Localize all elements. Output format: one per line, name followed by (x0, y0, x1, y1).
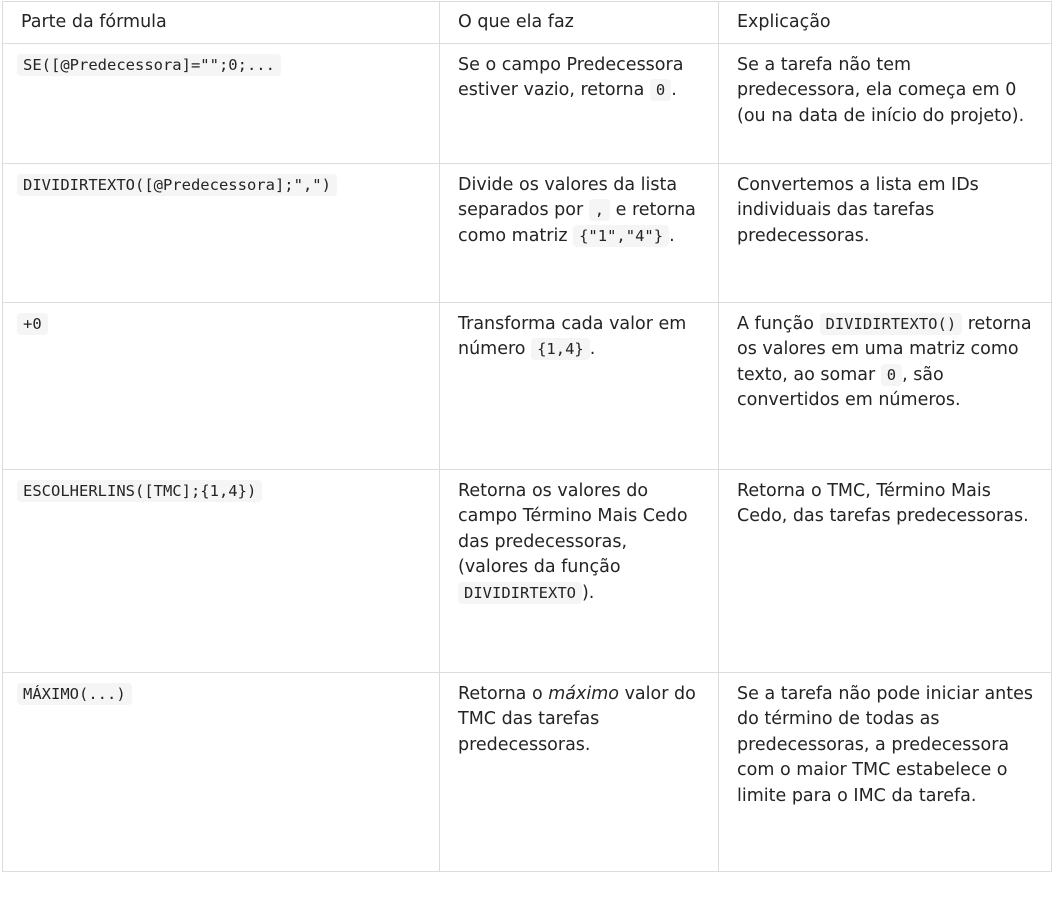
inline-code: {1,4} (531, 338, 590, 360)
header-what-it-does: O que ela faz (440, 2, 719, 44)
table-row (3, 163, 1052, 302)
table-row (3, 43, 1052, 163)
cell-text: Se o campo Predecessora estiver vazio, retorna (458, 54, 684, 101)
cell-text: Transforma cada valor em número (458, 313, 687, 360)
cell-text: Divide os valores da lista separados por (458, 174, 678, 221)
inline-code: 0 (650, 79, 671, 101)
explanation-cell: Se a tarefa não tem predecessora, ela começa em 0 (ou na data de início do projeto). (719, 43, 1052, 163)
inline-code: {"1","4"} (573, 225, 669, 247)
explanation-cell: Retorna o TMC, Término Mais Cedo, das tarefas predecessoras. (719, 469, 1052, 672)
cell-text: . (671, 80, 677, 101)
cell-text: . (589, 339, 596, 360)
formula-table (2, 1, 1052, 872)
table-row (3, 672, 1052, 871)
header-row (3, 2, 1052, 44)
formula-part-cell (3, 302, 440, 469)
explanation-cell (719, 302, 1052, 469)
table-row (3, 302, 1052, 469)
inline-code: DIVIDIRTEXTO() (820, 313, 963, 335)
table-row (3, 469, 1052, 672)
inline-code: , (589, 199, 610, 221)
inline-code: DIVIDIRTEXTO (458, 582, 582, 604)
what-it-does-cell (440, 469, 719, 672)
formula-part-cell (3, 163, 440, 302)
formula-code: +0 (17, 313, 48, 335)
cell-text: , são convertidos em números. (737, 364, 961, 411)
cell-text: e retorna como matriz (458, 200, 696, 246)
explanation-cell: Convertemos a lista em IDs individuais das tarefas predecessoras. (719, 163, 1052, 302)
cell-text: Retorna o (458, 683, 549, 704)
cell-text: ). (581, 582, 595, 603)
cell-text: retorna os valores em uma matriz como texto, ao somar (737, 313, 1032, 385)
formula-code: ESCOLHERLINS([TMC];{1,4}) (17, 480, 262, 502)
what-it-does-cell (440, 672, 719, 871)
formula-code: MÁXIMO(...) (17, 683, 132, 705)
inline-code: 0 (881, 364, 902, 386)
formula-code: DIVIDIRTEXTO([@Predecessora];",") (17, 174, 337, 196)
formula-code: SE([@Predecessora]="";0;... (17, 54, 281, 76)
cell-text: Retorna os valores do campo Término Mais Cedo das predecessoras, (valores da função (458, 480, 688, 578)
cell-text: valor do TMC das tarefas predecessoras. (458, 683, 696, 755)
what-it-does-cell (440, 163, 719, 302)
emphasis-text: máximo (548, 683, 619, 704)
header-formula-part: Parte da fórmula (3, 2, 440, 44)
cell-text: A função (737, 313, 820, 334)
explanation-cell: Se a tarefa não pode iniciar antes do término de todas as predecessoras, a predecessora com o maior TMC estabelece o limite para o IMC da tarefa. (719, 672, 1052, 871)
cell-text: . (669, 225, 675, 246)
what-it-does-cell (440, 302, 719, 469)
formula-part-cell (3, 43, 440, 163)
what-it-does-cell (440, 43, 719, 163)
header-explanation: Explicação (719, 2, 1052, 44)
formula-part-cell (3, 469, 440, 672)
formula-part-cell (3, 672, 440, 871)
